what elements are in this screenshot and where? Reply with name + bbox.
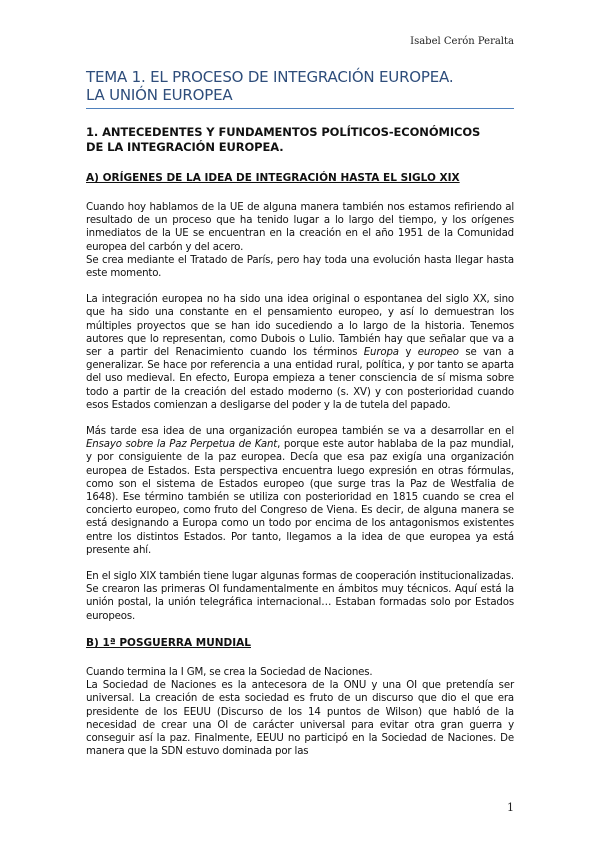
page-number: 1 <box>507 801 514 814</box>
paragraph: Cuando hoy hablamos de la UE de alguna manera también nos estamos refiriendo al resultado de un proceso que ha tenido lugar a lo largo del tiempo, y los orígenes inmediatos de la UE se encuentran en la creación en el año 1951 de la Comunidad europea del carbón y del acero. <box>86 202 514 253</box>
paragraph: Cuando termina la I GM, se crea la Sociedad de Naciones. <box>86 666 373 678</box>
title-line-1: TEMA 1. EL PROCESO DE INTEGRACIÓN EUROPEA. <box>86 68 454 86</box>
header-author: Isabel Cerón Peralta <box>410 36 514 47</box>
paragraph: La integración europea no ha sido una idea original o espontanea del siglo XX, sino que ha sido una constante en el pensamiento europeo, y así lo demuestran los múltiples proyectos que se han ido sucediendo a lo largo de la historia. Tenemos autores que lo representan, como Dubois o Lulio. También hay que señalar que va a ser a partir del Renacimiento cuando los términos Europa y europeo se van a generalizar. Se hace por referencia a una entidad rural, política, y por tanto se aparta del uso medieval. En efecto, Europa empieza a tener consciencia de sí misma sobre todo a partir de la creación del estado moderno (s. XV) y con posterioridad cuando esos Estados comienzan a desligarse del poder y la de tutela del papado. <box>86 294 515 411</box>
document-body <box>86 125 514 758</box>
subsection-heading-b: B) 1ª POSGUERRA MUNDIAL <box>86 636 251 649</box>
document-title <box>86 68 514 109</box>
paragraph: Más tarde esa idea de una organización europea también se va a desarrollar en el Ensayo sobre la Paz Perpetua de Kant, porque este autor hablaba de la paz mundial, y por consiguiente de la paz europea. Decía que esa paz exigía una organización europea de Estados. Esta perspectiva encuentra luego expresión en otras fórmulas, como son el sistema de Estados europeo (que surge tras la Paz de Westfalia de 1648). Ese término también se utiliza con posterioridad en 1815 cuando se crea el concierto europeo, como fruto del Congreso de Viena. Es decir, de alguna manera se está designando a Europa como un todo por encima de los antagonismos existentes entre los distintos Estados. Por tanto, llegamos a la idea de que europea ya está presente ahí. <box>86 426 515 556</box>
paragraph: La Sociedad de Naciones es la antecesora de la ONU y una OI que pretendía ser universal. La creación de esta sociedad es fruto de un discurso que dio el que era presidente de los EEUU (Discurso de los 14 puntos de Wilson) que habló de la necesidad de crear una OI de carácter universal para evitar otra gran guerra y conseguir así la paz. Finalmente, EEUU no participó en la Sociedad de Naciones. De manera que la SDN estuvo dominada por las <box>86 680 514 758</box>
subsection-heading-a: A) ORÍGENES DE LA IDEA DE INTEGRACIÓN HASTA EL SIGLO XIX <box>86 172 460 184</box>
title-line-2: LA UNIÓN EUROPEA <box>86 86 233 104</box>
paragraph: Se crea mediante el Tratado de París, pero hay toda una evolución hasta llegar hasta este momento. <box>86 254 514 280</box>
paragraph: En el siglo XIX también tiene lugar algunas formas de cooperación institucionalizadas. Se crearon las primeras OI fundamentalmente en ámbitos muy técnicos. Aquí está la unión postal, la unión telegráfica internacional… Estaban formadas solo por Estados europeos. <box>86 571 514 622</box>
section-heading: 1. ANTECEDENTES Y FUNDAMENTOS POLÍTICOS-ECONÓMICOS DE LA INTEGRACIÓN EUROPEA. <box>86 125 481 154</box>
